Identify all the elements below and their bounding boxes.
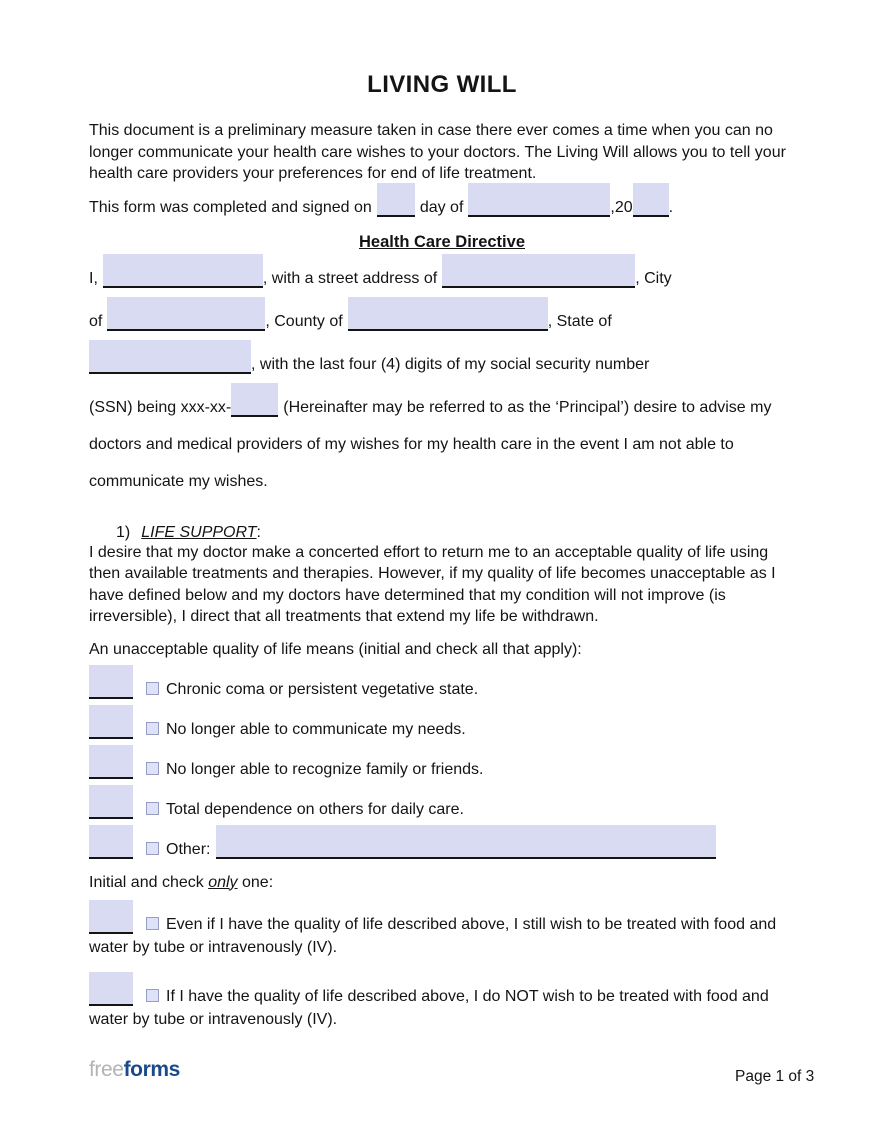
directive-text: I,	[89, 269, 98, 287]
year-prefix-text: ,20	[610, 198, 633, 216]
quality-option-row	[89, 745, 795, 779]
checkbox[interactable]	[146, 682, 159, 695]
year-field[interactable]	[633, 183, 669, 217]
directive-line-3	[89, 340, 795, 383]
exclusive-option	[89, 972, 795, 1031]
prompt-text: Initial and check	[89, 873, 204, 891]
life-support-line: irreversible), I direct that all treatments that extend my life be withdrawn.	[89, 608, 599, 625]
other-text-field[interactable]	[216, 825, 716, 859]
directive-text: , with a street address of	[262, 269, 438, 287]
exclusive-option-line1	[89, 972, 795, 1006]
directive-text: , County of	[265, 312, 343, 330]
directive-text: of	[89, 312, 103, 330]
directive-line-6	[89, 463, 795, 500]
checkbox[interactable]	[146, 762, 159, 775]
section-heading-health-care-directive: Health Care Directive	[359, 232, 525, 251]
directive-paragraph	[89, 254, 795, 500]
directive-line-2	[89, 297, 795, 340]
life-support-line: then available treatments and therapies. However, if my quality of life becomes unacceptable as I	[89, 565, 776, 582]
option-label: No longer able to recognize family or friends.	[166, 760, 484, 778]
option-label: No longer able to communicate my needs.	[166, 720, 466, 738]
checkbox[interactable]	[146, 722, 159, 735]
directive-text: communicate my wishes.	[89, 472, 268, 490]
directive-text: , City	[635, 269, 672, 287]
directive-text: , with the last four (4) digits of my social security number	[251, 355, 650, 373]
initial-check-only-one-prompt	[89, 874, 795, 892]
period-text: .	[668, 198, 674, 216]
state-field[interactable]	[89, 340, 251, 374]
directive-text: (Hereinafter may be referred to as the ‘Principal’) desire to advise my	[283, 398, 772, 416]
option-label: Total dependence on others for daily care.	[166, 800, 464, 818]
principal-name-field[interactable]	[103, 254, 263, 288]
initials-field[interactable]	[89, 972, 133, 1006]
logo-forms-text: forms	[123, 1058, 180, 1081]
initials-field[interactable]	[89, 825, 133, 859]
option-text: If I have the quality of life described above, I do NOT wish to be treated with food and	[166, 988, 769, 1005]
life-support-line: I desire that my doctor make a concerted effort to return me to an acceptable quality of life using	[89, 543, 769, 561]
quality-option-row	[89, 705, 795, 739]
directive-line-1	[89, 254, 795, 297]
checkbox[interactable]	[146, 802, 159, 815]
life-support-line: have defined below and my doctors have determined that my condition will not improve (is	[89, 586, 726, 604]
initials-field[interactable]	[89, 785, 133, 819]
intro-paragraph	[89, 120, 795, 185]
page-number: Page 1 of 3	[735, 1068, 815, 1085]
section-title: LIFE SUPPORT	[141, 523, 257, 541]
quality-option-row	[89, 785, 795, 819]
section-colon: :	[256, 523, 261, 541]
prompt-emphasis: only	[208, 873, 238, 891]
life-support-paragraph	[89, 542, 795, 628]
street-address-field[interactable]	[442, 254, 635, 288]
initials-field[interactable]	[89, 900, 133, 934]
quality-option-row-other	[89, 825, 795, 859]
city-field[interactable]	[107, 297, 265, 331]
option-text: Even if I have the quality of life described above, I still wish to be treated with food and	[166, 915, 777, 933]
document-title: LIVING WILL	[367, 71, 517, 98]
quality-option-row	[89, 665, 795, 699]
checkbox[interactable]	[146, 917, 159, 930]
directive-line-5	[89, 426, 795, 463]
option-label: Other:	[166, 840, 211, 858]
initials-field[interactable]	[89, 705, 133, 739]
exclusive-option-line2: water by tube or intravenously (IV).	[89, 938, 338, 956]
intro-line: This document is a preliminary measure taken in case there ever comes a time when you can no	[89, 122, 773, 139]
county-field[interactable]	[348, 297, 548, 331]
prompt-text: one:	[242, 873, 274, 891]
logo-free-text: free	[89, 1058, 124, 1081]
section-number: 1)	[116, 523, 131, 541]
directive-line-4	[89, 383, 795, 426]
month-field[interactable]	[468, 183, 610, 217]
completion-date-text: This form was completed and signed on	[89, 198, 372, 216]
day-field[interactable]	[377, 183, 415, 217]
life-support-heading	[89, 524, 795, 542]
exclusive-option-line2: water by tube or intravenously (IV).	[89, 1011, 338, 1028]
directive-text: (SSN) being xxx-xx-	[89, 398, 232, 416]
intro-line: health care providers your preferences for end of life treatment.	[89, 165, 537, 182]
checkbox[interactable]	[146, 842, 159, 855]
initials-field[interactable]	[89, 745, 133, 779]
initials-field[interactable]	[89, 665, 133, 699]
directive-text: doctors and medical providers of my wishes for my health care in the event I am not able to	[89, 435, 734, 453]
ssn-last4-field[interactable]	[231, 383, 278, 417]
day-of-text: day of	[419, 198, 464, 216]
checkbox[interactable]	[146, 989, 159, 1002]
exclusive-option	[89, 900, 795, 959]
freeforms-logo	[89, 1058, 180, 1082]
intro-line: longer communicate your health care wishes to your doctors. The Living Will allows you to tell your	[89, 143, 786, 161]
quality-of-life-prompt: An unacceptable quality of life means (initial and check all that apply):	[89, 640, 582, 658]
completion-date-line	[89, 183, 795, 217]
directive-text: , State of	[547, 312, 612, 330]
exclusive-option-line1	[89, 900, 795, 934]
option-label: Chronic coma or persistent vegetative state.	[166, 680, 479, 698]
